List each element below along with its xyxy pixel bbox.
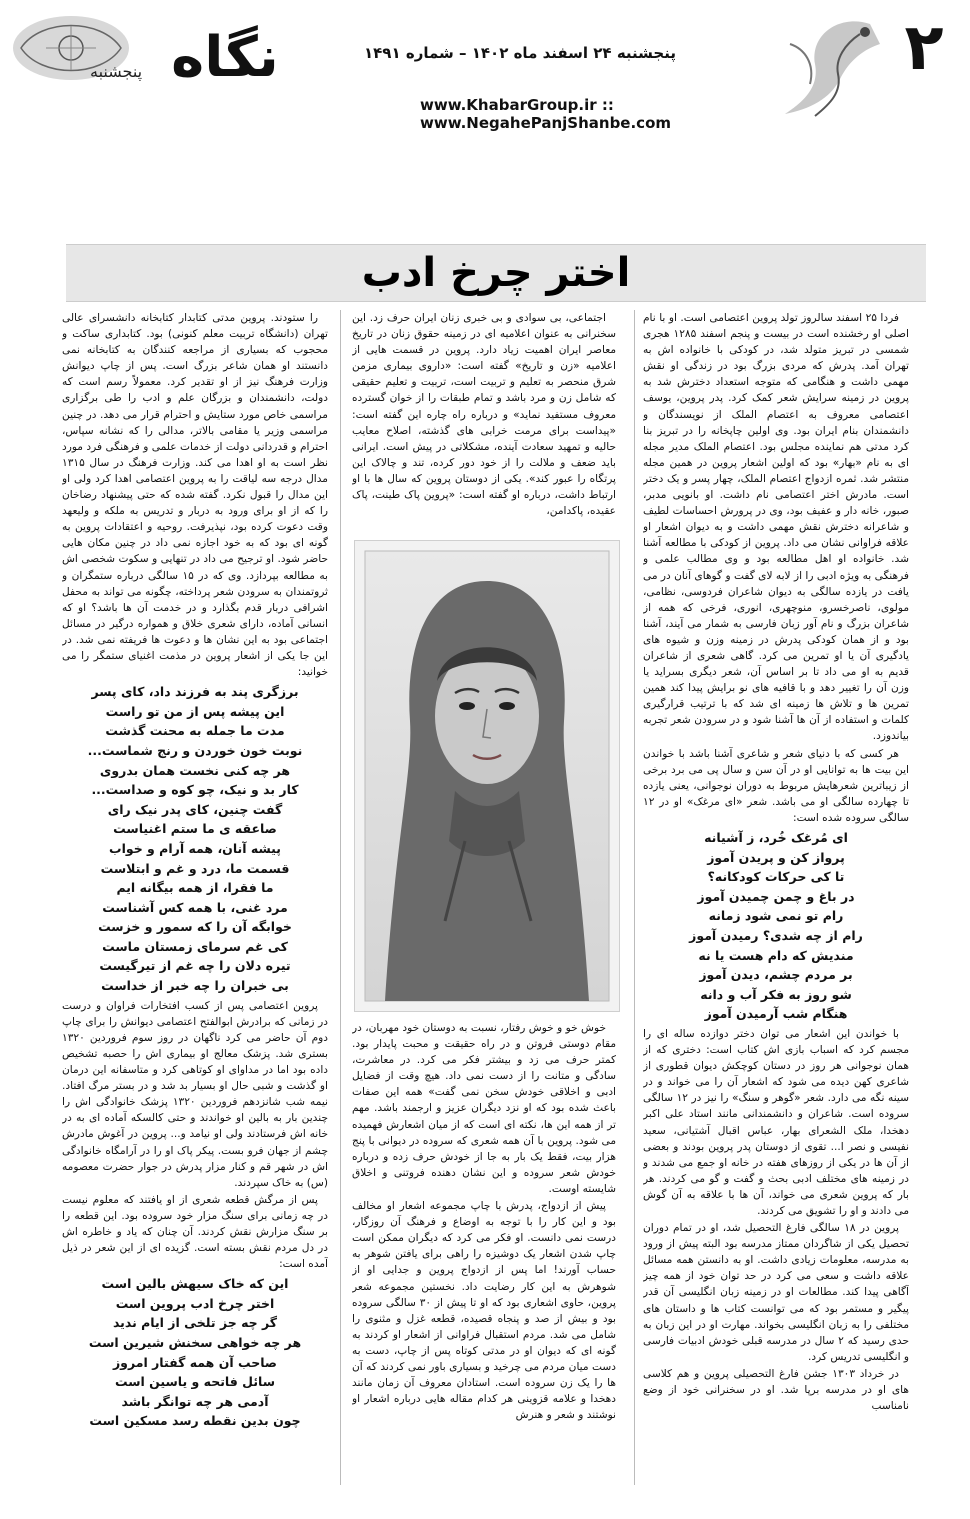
paragraph: پروین در ۱۸ سالگی فارغ التحصیل شد، او در تمام دوران تحصیل یکی از شاگردان ممتاز مدرسه بود البته پیش از ورود به مدرسه، معلومات زیادی داشت. او به دانستن همه مسائل علاقه داشت و سعی می کرد در حد توان خود از همه چیز آگاهی پیدا کند. مطالعات او در زمینه زبان انگلیسی آن قدر پیگیر و مستمر بود که می توانست کتاب ها و داستان های مختلفی را به زبان انگلیسی بخواند. مهارت او در این زبان به حدی رسید که ۲ سال در مدرسه قبلی خودش ادبیات فارسی و انگلیسی تدریس کرد.: [643, 1222, 909, 1363]
paragraph: در خرداد ۱۳۰۳ جشن فارغ التحصیلی پروین و هم کلاسی های او در مدرسه برپا شد. او در سخنرانی خود از وضع نامناسب: [643, 1367, 909, 1413]
issue-date-line: پنجشنبه ۲۴ اسفند ماه ۱۴۰۲ – شماره ۱۴۹۱: [364, 44, 676, 62]
page-number: ۲: [904, 11, 944, 85]
poem-line: پرواز کن و پریدن آموز: [707, 849, 845, 865]
poem-line: هنگام شب آرمیدن آموز: [704, 1006, 848, 1022]
paragraph: اجتماعی، بی سوادی و بی خبری زنان ایران حرف زد. این سخنرانی به عنوان اعلامیه ای در زمینه حقوق زنان در تاریخ معاصر ایران اهمیت زیاد دارد. پروین در قسمت هایی از اعلامیه «زن و تاریخ» گفته است: «داروی بیماری مزمن شرق منحصر به تعلیم و تربیت است، تربیت و تعلیم حقیقی که شامل زن و مرد باشد و تمام طبقات را از خوان گسترده معروف مستفید نماید» و درباره راه چاره این گفته است: «پیداست برای مرمت خرابی های گذشته، اصلاح معایب حالیه و تمهید سعادت آینده، مشکلاتی در پیش است. ایرانی باید ضعف و ملالت را از خود دور کرده، تند و چالاک این پرتگاه را عبور کند». یکی از دوستان پروین که سال ها با او ارتباط داشت، درباره او گفته است: «پروین پاک طینت، پاک عقیده، پاکدامن،: [352, 312, 616, 518]
column-divider: [340, 310, 341, 1485]
newspaper-logo: [130, 14, 320, 104]
poem-line: در باغ و چمن چمیدن آموز: [697, 888, 855, 904]
article-column-middle-top: [352, 310, 616, 532]
poem-line: صاحب آن همه گفتار امروز: [112, 1354, 278, 1370]
poem-line: ما فقرا، از همه بیگانه ایم: [116, 880, 274, 896]
poem-line: این پیشه پس از من تو راست: [105, 703, 285, 719]
poem-line: هر چه خواهی سخنش شیرین است: [88, 1335, 302, 1351]
poem-line: رام تو نمی شود زمانه: [708, 908, 844, 924]
poem-line: سائل فاتحه و یاسین است: [114, 1374, 276, 1390]
logo-text: نگاه: [171, 25, 279, 90]
article-column-right: [643, 310, 909, 1482]
poem-line: مندیش که دام هست یا نه: [698, 947, 854, 963]
poem-line: صاعقه ی ما ستم اغنیاست: [113, 821, 277, 837]
poem-line: خوابگه آن را که سمور و خزست: [98, 919, 292, 935]
poem-line: کی غم سرمای زمستان ماست: [102, 938, 288, 954]
poem-line: این که خاک سیهش بالین است: [101, 1276, 289, 1292]
logo-subtitle: پنجشنبه: [90, 62, 143, 81]
portrait-photo-icon: [355, 541, 619, 1011]
poem-ey-morghak: [643, 828, 909, 1024]
poem-line: قسمت ما، درد و غم و ابتلاست: [100, 860, 290, 876]
paragraph: فردا ۲۵ اسفند سالروز تولد پروین اعتصامی است. او با نام اصلی او رخشنده است در بیست و پنجم اسفند ۱۲۸۵ هجری شمسی در تبریز متولد شد، در کودکی با خانواده اش به تهران آمد. پدرش که مردی بزرگ بود در زندگی او نقش مهمی داشت و هنگامی که متوجه استعداد دخترش شد به پروین در زمینه سرایش شعر کمک کرد. پدر پروین، یوسف اعتصامی معروف به اعتصام الملک از نویسندگان و دانشمندان بنام ایران بود. وی اولین چاپخانه را در تبریز بنا کرد مدتی هم نماینده مجلس بود. اعتصام الملک مدیر مجله ای به نام «بهار» بود که اولین اشعار پروین در همین مجله منتشر شد. ثمره ازدواج اعتصام الملک، چهار پسر و یک دختر است. مادرش اختر اعتصامی نام داشت. او بانویی مدبر، صبور، خانه دار و عفیف بود، وی در پرورش احساسات لطیف و شاعرانه دخترش نقش مهمی داشت و به دیوان اشعار او علاقه فراوانی نشان می داد. پروین از کودکی با مطالعه آشنا شد. خانواده او اهل مطالعه بود و وی مطالب علمی و فرهنگی به ویژه ادبی را از لابه لای گفت و گوهای آنان در می یافت در یازده سالگی به دیوان شاعران فردوسی، نظامی، مولوی، ناصرخسرو، منوچهری، انوری، فرخی که همه از شاعران بزرگ و نام آور زبان فارسی به شمار می آیند، آشنا بود و از همان کودکی پدرش در زمینه وزن و شیوه های یادگیری آن یا او تمرین می کرد. گاهی شعری از شاعران قدیم به او می داد تا بر اساس آن، شعر دیگری بسراید یا وزن آن را تغییر دهد و با قافیه های نو برایش پیدا کند همین تمرین ها و تلاش ها زمینه ای شد که با ترتیب قرارگیری کلمات و استفاده از آن ها آشنا شود و در سرودن شعر تجربه بیاندوزد.: [643, 312, 909, 743]
poem-line: اختر چرخ ادب پروین است: [115, 1295, 275, 1311]
poem-line: تیره دلان را چه غم از تیرگیست: [99, 958, 291, 974]
poem-epitaph: [62, 1274, 328, 1431]
poem-line: آدمی هر چه توانگر باشد: [121, 1393, 269, 1409]
poem-barzegar: [62, 682, 328, 996]
poem-line: هر چه کنی نخست همان بدروی: [99, 762, 291, 778]
paragraph: خوش خو و خوش رفتار، نسبت به دوستان خود مهربان، در مقام دوستی فروتن و در راه حقیقت و محبت پایدار بود. کمتر حرف می زد و بیشتر فکر می کرد. در معاشرت، سادگی و متانت را از دست نمی داد. هیچ وقت از فضایل ادبی و اخلاقی خودش سخن نمی گفت» همه این صفات باعث شده بود که او نزد دیگران عزیز و ارجمند باشد. مهم تر از همه این ها، نکته ای است که از میان اشعارش فهمیده می شود. پروین با آن همه شعری که سروده در دیوانی با پنج هزار بیت، فقط یک بار به جا از خودش حرف زده و درباره خودش شعر سروده و این نشان دهنده فروتنی و اخلاق شایسته اوست.: [352, 1022, 616, 1195]
article-title: اختر چرخ ادب: [361, 250, 631, 296]
poem-line: نوبت خون خوردن و رنج شماست...: [87, 742, 303, 758]
paragraph: پیش از ازدواج، پدرش با چاپ مجموعه اشعار او مخالف بود و این کار را با توجه به اوضاع و فرهنگ آن روزگار، درست نمی دانست. او فکر می کرد که دیگران ممکن است چاپ شدن اشعار یک دوشیزه را راهی برای یافتن شوهر به حساب آورند! اما پس از ازدواج پروین و جدایی او از شوهرش به این کار رضایت داد. نخستین مجموعه شعر پروین، حاوی اشعاری بود که او تا پیش از ۳۰ سالگی سروده بود و بیش از صد و پنجاه قصیده، قطعه غزل و مثنوی را شامل می شد. مردم استقبال فراوانی از اشعار او کردند به گونه ای که دیوان او در مدتی کوتاه پس از چاپ، دست به دست میان مردم می چرخید و بسیاری باور نمی کردند که آن ها را یک زن سروده است. استادان معروف آن زمان مانند دهخدا و علامه قزوینی هر کدام مقاله هایی درباره اشعار او نوشتند و شعر و هنرش: [352, 1200, 616, 1422]
headline-band: [66, 244, 926, 302]
poem-line: چون بدین نقطه رسد مسکین است: [89, 1413, 301, 1429]
paragraph: را ستودند. پروین مدتی کتابدار کتابخانه دانشسرای عالی تهران (دانشگاه تربیت معلم کنونی) بود. کتابداری ساکت و محجوب که بسیاری از مراجعه کنندگان به کتابخانه نمی دانستند او همان شاعر بزرگ است. پس از چاپ دیوانش وزارت فرهنگ نیز از او تقدیر کرد. معمولاً رسم است که دولت، دانشمندان و بزرگان علم و ادب را طی برگزاری مراسمی خاص مورد ستایش و احترام قرار می دهد. در چنین مراسمی وزیر یا مقامی بالاتر، مدالی را که نشانه سپاس، احترام و قدردانی دولت از خدمات علمی و فرهنگی فرد مورد نظر است به او اهدا می کند. وزارت فرهنگ در سال ۱۳۱۵ مدال درجه سه لیاقت را به پروین اعتصامی اهدا کرد ولی او این مدال را قبول نکرد. گفته شده که حتی پیشنهاد رضاخان را که از او برای ورود به دربار و تدریس به ملکه و ولیعهد وقت دعوت کرده بود، نپذیرفت. روحیه و اعتقادات پروین به گونه ای بود که به خود اجازه نمی داد در چنین مکان هایی حاضر شود. او ترجیح می داد در تنهایی و سکوت شخصی اش به مطالعه بپردازد. وی که در ۱۵ سالگی درباره ستمگران و ثروتمندان به سرودن شعر پرداخته، چگونه می تواند به محفل اشرافی دربار قدم بگذارد و در خدمت آن ها باشد؟ او که انسانی آماده، دارای شعری خلاق و همواره درگیر در مسائل اجتماعی بود به این نشان ها و دعوت ها فریفته نمی شد. در این جا یکی از اشعار پروین در مذمت اغنیای ستمگر را می خوانید:: [62, 312, 328, 679]
poem-line: شو روز به فکر آب و دانه: [700, 986, 852, 1002]
portrait-photo: [354, 540, 620, 1012]
poem-line: بر مردم چشم، دیدن آموز: [699, 967, 853, 983]
poem-line: رام از چه شدی؟ رمیدن آموز: [689, 927, 863, 943]
poem-line: ای مُرغک خُرد، ز آشیانه: [704, 830, 848, 845]
poem-line: مرد غنی، با همه کس آشناست: [102, 899, 288, 915]
column-divider: [634, 310, 635, 1485]
poem-line: پیشه آنان، همه آرام و خواب: [109, 840, 281, 856]
paragraph: با خواندن این اشعار می توان دختر دوازده ساله ای را مجسم کرد که اسباب بازی اش کتاب است: دختری که از همان نوجوانی هر روز در دستان کوچکش دیوان قطوری از شاعری کهن دیده می شود که اشعار آن را می خواند و در سینه نگه می دارد. شعر «گوهر و سنگ» را نیز در ۱۲ سالگی سروده است. شاعران و دانشمندانی مانند استاد علی اکبر دهخدا، ملک الشعرای بهار، عباس اقبال آشتیانی، سعید نفیسی و نصر ا... تقوی از دوستان پدر پروین بودند و بعضی از آن ها در یکی از روزهای هفته در خانه او جمع می شدند و در زمینه های مختلف ادبی بحث و گفت و گو می کردند. هر بار که پروین شعری می خواند، آن ها با علاقه به آن گوش می دادند و او را تشویق می کردند.: [643, 1027, 909, 1217]
poem-line: کار بد و نیک، چو کوه و صداست...: [91, 782, 299, 798]
article-column-middle-bottom: [352, 1020, 616, 1482]
website-urls: www.KhabarGroup.ir :: www.NegahePanjShanbe.com: [420, 96, 672, 132]
poem-line: تا کی حرکات کودکانه؟: [707, 869, 845, 885]
poem-line: برزگری پند به فرزند داد، کای پسر: [91, 684, 299, 700]
paragraph: پس از مرگش قطعه شعری از او یافتند که معلوم نیست در چه زمانی برای سنگ مزار خود سروده بود. این قطعه را بر سنگ مزارش نقش کردند. آن چنان که یاد و خاطره اش در دل مردم نقش بسته است. گزیده ای از این شعر در ذیل آمده است:: [62, 1193, 328, 1271]
paragraph: هر کسی که با دنیای شعر و شاعری آشنا باشد با خواندن این بیت ها به توانایی او در آن سن و سال پی می برد برخی از زیباترین شعرهایش مربوط به دوران نوجوانی، یعنی یازده تا چهارده سالگی او می باشد. شعر «ای مرغک» او در ۱۲ سالگی سروده شده است:: [643, 747, 909, 824]
poem-line: گر چه جز تلخی از ایام ندید: [112, 1315, 278, 1331]
paragraph: پروین اعتصامی پس از کسب افتخارات فراوان و درست در زمانی که برادرش ابوالفتح اعتصامی دیوانش را برای چاپ دوم آن حاضر می کرد ناگهان در روز سوم فروردین ۱۳۲۰ بستری شد. پزشک معالج او بیماری اش را حصبه تشخیص داده بود اما در مداوای او کوتاهی کرد و متاسفانه این درمان او گذشت و شبی حال او بسیار بد شد و در بستر مرگ افتاد. نیمه شب شانزدهم فروردین ۱۳۲۰ پزشک خانوادگی اش را چندین بار به بالین او خواندند و حتی کالسکه آماده ای به در خانه اش فرستادند ولی او نیامد و... پروین در آغوش مادرش چشم از جهان فرو بست. پیکر پاک او را در آرامگاه خانوادگی اش در شهر قم و کنار مزار پدرش در جوار حضرت معصومه (س) به خاک سپردند.: [62, 999, 328, 1189]
article-column-left: [62, 310, 328, 1482]
poem-line: مدت ما جمله به محنت گذشت: [105, 723, 285, 739]
masthead: [0, 0, 970, 130]
poem-line: بی خبران را چه خبر از خداست: [101, 978, 289, 994]
poem-line: گفت چنین، کای پدر نیک رای: [107, 801, 283, 817]
